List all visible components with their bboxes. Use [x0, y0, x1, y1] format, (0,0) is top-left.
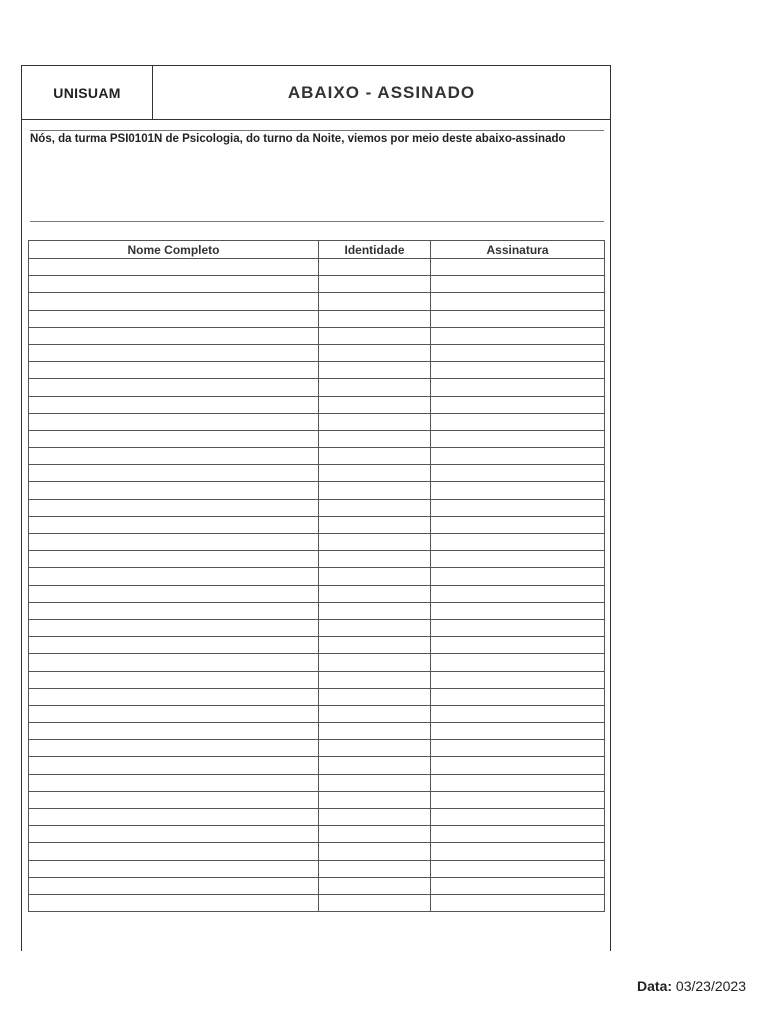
table-row — [29, 740, 605, 757]
name-cell[interactable] — [29, 654, 319, 671]
signature-cell[interactable] — [431, 826, 605, 843]
name-cell[interactable] — [29, 499, 319, 516]
identity-cell[interactable] — [319, 465, 431, 482]
identity-cell[interactable] — [319, 791, 431, 808]
signature-cell[interactable] — [431, 379, 605, 396]
signature-cell[interactable] — [431, 740, 605, 757]
identity-cell[interactable] — [319, 602, 431, 619]
signature-cell[interactable] — [431, 430, 605, 447]
name-cell[interactable] — [29, 516, 319, 533]
name-cell[interactable] — [29, 551, 319, 568]
identity-cell[interactable] — [319, 723, 431, 740]
signature-cell[interactable] — [431, 774, 605, 791]
signature-cell[interactable] — [431, 534, 605, 551]
identity-cell[interactable] — [319, 585, 431, 602]
table-row — [29, 310, 605, 327]
table-row — [29, 448, 605, 465]
identity-cell[interactable] — [319, 327, 431, 344]
identity-cell[interactable] — [319, 362, 431, 379]
name-cell[interactable] — [29, 379, 319, 396]
name-cell[interactable] — [29, 688, 319, 705]
name-cell[interactable] — [29, 637, 319, 654]
table-row — [29, 379, 605, 396]
table-row — [29, 619, 605, 636]
table-row — [29, 877, 605, 894]
name-cell[interactable] — [29, 482, 319, 499]
table-row — [29, 585, 605, 602]
table-row — [29, 637, 605, 654]
table-row — [29, 791, 605, 808]
identity-cell[interactable] — [319, 637, 431, 654]
identity-cell[interactable] — [319, 568, 431, 585]
identity-cell[interactable] — [319, 740, 431, 757]
identity-cell[interactable] — [319, 396, 431, 413]
name-cell[interactable] — [29, 705, 319, 722]
statement-top-rule — [30, 130, 604, 131]
identity-cell[interactable] — [319, 499, 431, 516]
table-row — [29, 259, 605, 276]
identity-cell[interactable] — [319, 894, 431, 911]
name-cell[interactable] — [29, 877, 319, 894]
table-row — [29, 551, 605, 568]
table-header-row — [29, 241, 605, 259]
identity-cell[interactable] — [319, 826, 431, 843]
table-row — [29, 688, 605, 705]
institution-name: UNISUAM — [22, 66, 153, 119]
table-row — [29, 602, 605, 619]
signature-cell[interactable] — [431, 723, 605, 740]
petition-statement: Nós, da turma PSI0101N de Psicologia, do turno da Noite, viemos por meio deste abaixo-assinado — [30, 133, 566, 145]
table-row — [29, 516, 605, 533]
signature-cell[interactable] — [431, 791, 605, 808]
name-cell[interactable] — [29, 671, 319, 688]
signature-cell[interactable] — [431, 448, 605, 465]
table-row — [29, 671, 605, 688]
table-row — [29, 654, 605, 671]
table-row — [29, 534, 605, 551]
signature-cell[interactable] — [431, 465, 605, 482]
table-row — [29, 344, 605, 361]
table-row — [29, 362, 605, 379]
signature-cell[interactable] — [431, 860, 605, 877]
identity-cell[interactable] — [319, 671, 431, 688]
name-cell[interactable] — [29, 259, 319, 276]
signature-cell[interactable] — [431, 327, 605, 344]
date-value: 03/23/2023 — [675, 978, 746, 994]
name-cell[interactable] — [29, 413, 319, 430]
name-cell[interactable] — [29, 344, 319, 361]
table-row — [29, 465, 605, 482]
signature-cell[interactable] — [431, 654, 605, 671]
signature-cell[interactable] — [431, 482, 605, 499]
name-cell[interactable] — [29, 276, 319, 293]
identity-cell[interactable] — [319, 860, 431, 877]
name-cell[interactable] — [29, 310, 319, 327]
identity-cell[interactable] — [319, 877, 431, 894]
table-row — [29, 826, 605, 843]
name-cell[interactable] — [29, 293, 319, 310]
signature-cell[interactable] — [431, 499, 605, 516]
table-row — [29, 293, 605, 310]
signature-cell[interactable] — [431, 877, 605, 894]
name-cell[interactable] — [29, 465, 319, 482]
name-cell[interactable] — [29, 809, 319, 826]
identity-cell[interactable] — [319, 757, 431, 774]
table-row — [29, 568, 605, 585]
signature-cell[interactable] — [431, 843, 605, 860]
identity-cell[interactable] — [319, 534, 431, 551]
identity-cell[interactable] — [319, 516, 431, 533]
name-cell[interactable] — [29, 534, 319, 551]
identity-cell[interactable] — [319, 344, 431, 361]
table-row — [29, 705, 605, 722]
signature-cell[interactable] — [431, 516, 605, 533]
name-cell[interactable] — [29, 791, 319, 808]
name-cell[interactable] — [29, 568, 319, 585]
table-row — [29, 894, 605, 911]
identity-cell[interactable] — [319, 293, 431, 310]
signature-cell[interactable] — [431, 894, 605, 911]
form-header — [22, 66, 610, 120]
table-row — [29, 413, 605, 430]
table-row — [29, 327, 605, 344]
table-row — [29, 723, 605, 740]
name-cell[interactable] — [29, 602, 319, 619]
table-row — [29, 809, 605, 826]
identity-cell[interactable] — [319, 774, 431, 791]
column-header-signature: Assinatura — [431, 241, 605, 259]
signature-cell[interactable] — [431, 809, 605, 826]
table-row — [29, 843, 605, 860]
name-cell[interactable] — [29, 585, 319, 602]
identity-cell[interactable] — [319, 413, 431, 430]
identity-cell[interactable] — [319, 551, 431, 568]
signature-cell[interactable] — [431, 396, 605, 413]
table-row — [29, 860, 605, 877]
signature-cell[interactable] — [431, 362, 605, 379]
signature-table — [28, 240, 605, 912]
statement-bottom-rule — [30, 221, 604, 222]
signature-rows — [29, 259, 605, 912]
table-row — [29, 774, 605, 791]
identity-cell[interactable] — [319, 688, 431, 705]
name-cell[interactable] — [29, 448, 319, 465]
name-cell[interactable] — [29, 826, 319, 843]
signature-cell[interactable] — [431, 413, 605, 430]
signature-cell[interactable] — [431, 276, 605, 293]
name-cell[interactable] — [29, 327, 319, 344]
name-cell[interactable] — [29, 757, 319, 774]
signature-cell[interactable] — [431, 293, 605, 310]
name-cell[interactable] — [29, 860, 319, 877]
column-header-name: Nome Completo — [29, 241, 319, 259]
identity-cell[interactable] — [319, 705, 431, 722]
signature-cell[interactable] — [431, 344, 605, 361]
identity-cell[interactable] — [319, 310, 431, 327]
signature-cell[interactable] — [431, 705, 605, 722]
identity-cell[interactable] — [319, 276, 431, 293]
date-label: Data: — [637, 978, 673, 994]
identity-cell[interactable] — [319, 482, 431, 499]
name-cell[interactable] — [29, 619, 319, 636]
table-row — [29, 482, 605, 499]
signature-cell[interactable] — [431, 551, 605, 568]
table-row — [29, 757, 605, 774]
signature-cell[interactable] — [431, 568, 605, 585]
identity-cell[interactable] — [319, 430, 431, 447]
date-footer — [637, 978, 746, 994]
name-cell[interactable] — [29, 740, 319, 757]
signature-cell[interactable] — [431, 585, 605, 602]
identity-cell[interactable] — [319, 843, 431, 860]
table-row — [29, 430, 605, 447]
signature-cell[interactable] — [431, 259, 605, 276]
identity-cell[interactable] — [319, 259, 431, 276]
name-cell[interactable] — [29, 362, 319, 379]
name-cell[interactable] — [29, 774, 319, 791]
column-header-identity: Identidade — [319, 241, 431, 259]
signature-cell[interactable] — [431, 310, 605, 327]
table-row — [29, 396, 605, 413]
signature-cell[interactable] — [431, 671, 605, 688]
name-cell[interactable] — [29, 894, 319, 911]
identity-cell[interactable] — [319, 654, 431, 671]
signature-cell[interactable] — [431, 602, 605, 619]
identity-cell[interactable] — [319, 619, 431, 636]
table-row — [29, 499, 605, 516]
name-cell[interactable] — [29, 843, 319, 860]
name-cell[interactable] — [29, 396, 319, 413]
signature-cell[interactable] — [431, 688, 605, 705]
identity-cell[interactable] — [319, 809, 431, 826]
name-cell[interactable] — [29, 723, 319, 740]
name-cell[interactable] — [29, 430, 319, 447]
identity-cell[interactable] — [319, 379, 431, 396]
signature-cell[interactable] — [431, 637, 605, 654]
table-row — [29, 276, 605, 293]
signature-cell[interactable] — [431, 619, 605, 636]
signature-cell[interactable] — [431, 757, 605, 774]
identity-cell[interactable] — [319, 448, 431, 465]
document-title: ABAIXO - ASSINADO — [287, 82, 476, 102]
